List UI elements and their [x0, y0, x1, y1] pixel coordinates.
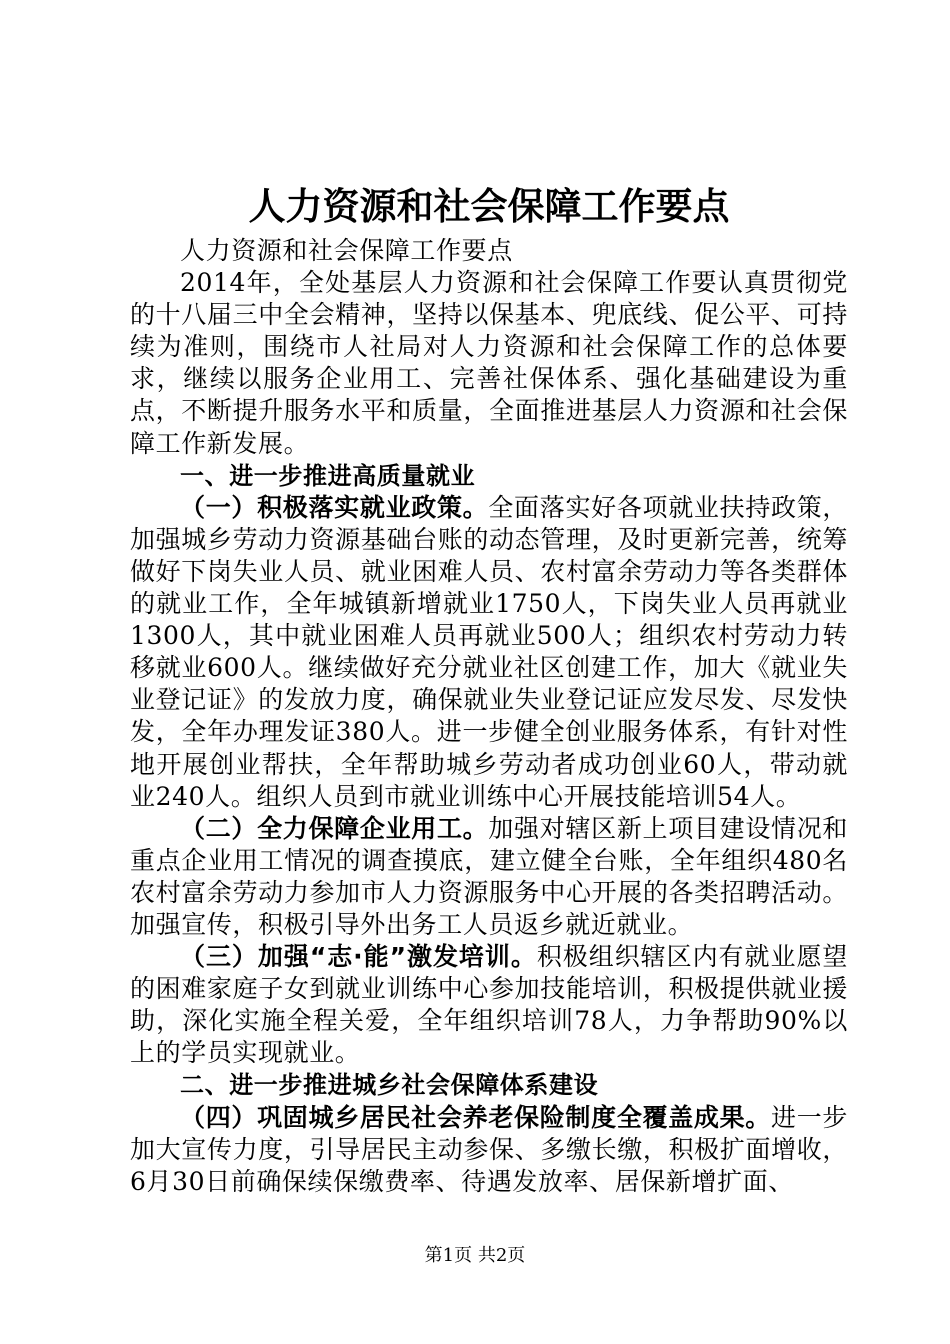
document-body: [130, 235, 848, 1198]
section-2-heading: 二、进一步推进城乡社会保障体系建设: [180, 1071, 599, 1100]
intro-paragraph: 2014年，全处基层人力资源和社会保障工作要认真贯彻党的十八届三中全会精神，坚持以保基本、兜底线、促公平、可持续为准则，围绕市人社局对人力资源和社会保障工作的总体要求，继续以服务企业用工、完善社保体系、强化基础建设为重点，不断提升服务水平和质量，全面推进基层人力资源和社会保障工作新发展。: [130, 268, 848, 458]
page-footer: 第1页 共2页: [424, 1245, 526, 1266]
item-4-text: 进一步加大宣传力度，引导居民主动参保、多缴长缴，积极扩面增收，6月30日前确保续保缴费率、待遇发放率、居保新增扩面、: [130, 1102, 848, 1196]
item-2-lead: （二）全力保障企业用工。: [180, 813, 489, 843]
item-1-text: 全面落实好各项就业扶持政策，加强城乡劳动力资源基础台账的动态管理，及时更新完善，统筹做好下岗失业人员、就业困难人员、农村富余劳动力等各类群体的就业工作，全年城镇新增就业1750人，下岗失业人员再就业1300人，其中就业困难人员再就业500人；组织农村劳动力转移就业600人。继续做好充分就业社区创建工作，加大《就业失业登记证》的发放力度，确保就业失业登记证应发尽发、尽发快发，全年办理发证380人。进一步健全创业服务体系，有针对性地开展创业帮扶，全年帮助城乡劳动者成功创业60人，带动就业240人。组织人员到市就业训练中心开展技能培训54人。: [130, 492, 849, 811]
subtitle-line: 人力资源和社会保障工作要点: [180, 236, 513, 265]
document-title: 人力资源和社会保障工作要点: [248, 185, 730, 228]
paragraph-item-2: [130, 813, 848, 941]
item-4-lead: （四）巩固城乡居民社会养老保险制度全覆盖成果。: [180, 1102, 771, 1132]
paragraph-item-4: [130, 1102, 848, 1198]
section-1-heading: 一、进一步推进高质量就业: [180, 461, 476, 490]
paragraph-item-3: [130, 941, 848, 1069]
item-3-lead: （三）加强“志·能”激发培训。: [180, 942, 537, 972]
item-3-text: 积极组织辖区内有就业愿望的困难家庭子女到就业训练中心参加技能培训，积极提供就业援助，深化实施全程关爱，全年组织培训78人，力争帮助90%以上的学员实现就业。: [130, 942, 849, 1068]
item-1-lead: （一）积极落实就业政策。: [180, 492, 489, 522]
paragraph-item-1: [130, 492, 848, 813]
item-2-text: 加强对辖区新上项目建设情况和重点企业用工情况的调查摸底，建立健全台账，全年组织480名农村富余劳动力参加市人力资源服务中心开展的各类招聘活动。加强宣传，积极引导外出务工人员返乡就近就业。: [130, 813, 849, 939]
